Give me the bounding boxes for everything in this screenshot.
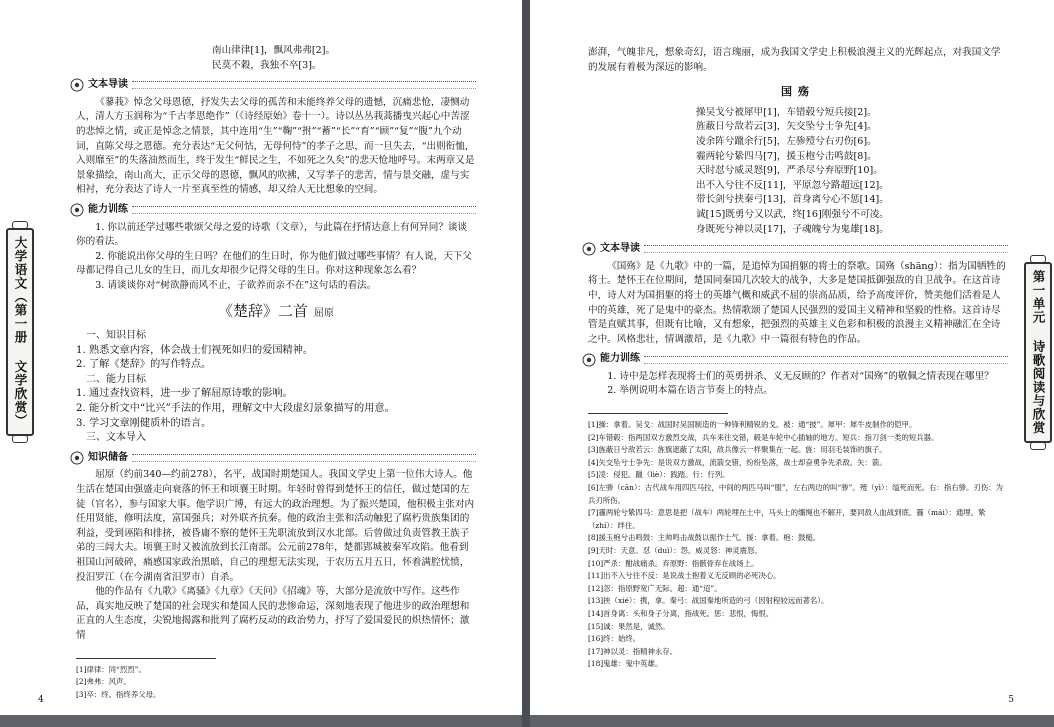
flower-icon	[582, 353, 596, 367]
left-page-content	[76, 44, 476, 701]
poem-line: 南山律律[1]，飘风弗弗[2]。	[212, 45, 336, 56]
section-ornament	[132, 454, 476, 462]
section-ornament	[644, 245, 1008, 253]
goal-item: 2. 了解《楚辞》的写作特点。	[76, 359, 212, 371]
footnote: [11]出不入兮往不反：是说战士抱着义无反顾的必死决心。	[588, 571, 781, 581]
poem-title: 国殇	[781, 85, 815, 99]
goal-heading: 一、知识目标	[86, 330, 146, 342]
footnote: [13]挟（xié）：携，拿。秦弓：战国秦地所造的弓（因射程较远而著名）。	[588, 596, 829, 606]
left-page	[0, 0, 522, 715]
footnote: [7]霾两轮兮絷四马：意思是把（战车）两轮埋在土中，马头上的缰绳也不解开，要同敌人血战到底。霾（mái）：通埋。絷（zhí）：绊住。	[588, 508, 986, 530]
section-header-reading	[70, 78, 476, 93]
footnote: [4]矢交坠兮士争先：是说双方激战，流箭交错，纷纷坠落，战士却奋勇争先杀敌。矢：箭。	[588, 457, 887, 467]
section-ornament	[132, 206, 476, 214]
exercise-item: 1. 你以前还学过哪些歌颂父母之爱的诗歌（文章），与此篇在抒情达意上有何异同？谈谈你的看法。	[76, 221, 468, 248]
poem-line: 民莫不穀，我独不卒[3]。	[212, 59, 322, 71]
footnote: [15]诚：果然是，诚然。	[588, 621, 670, 631]
footnote: [18]鬼雄：鬼中英雄。	[588, 659, 663, 669]
poem-line: 出不入兮往不反[11]，平原忽兮路超远[12]。	[696, 179, 889, 191]
section-label: 能力训练	[88, 203, 128, 215]
poem-line: 诚[15]既勇兮又以武，终[16]刚强兮不可凌。	[696, 208, 889, 220]
goal-item: 1. 熟悉文章内容，体会战士们视死如归的爱国精神。	[76, 344, 314, 356]
page-number: 5	[1008, 695, 1014, 705]
goal-item: 3. 学习文章刚健质朴的语言。	[76, 417, 212, 429]
exercise-item: 2. 举例说明本篇在语言节奏上的特点。	[607, 385, 773, 397]
footnote-list	[588, 419, 1008, 671]
footnote: [17]神以灵：指精神永存。	[588, 646, 678, 656]
chuci-author: 屈原	[314, 307, 334, 319]
footnote: [10]严杀：酣战痛杀。弃原野：指骸骨弃在战场上。	[588, 558, 759, 568]
knowledge-paragraph: 屈原（约前340—约前278），名平，战国时期楚国人。我国文学史上第一位伟大诗人。他生活在楚国由强盛走向衰落的怀王和顷襄王时期。年轻时曾得到楚怀王的信任，做过楚国的左徒（官名），参与国家大事。他学识广博，有远大的政治理想。为了振兴楚国，他积极主张对内任用贤能，修明法度，富国强兵；对外联齐抗秦。他的政治主张和活动触犯了腐朽贵族集团的利益，受到诬陷和排挤，被昏庸不察的楚怀王先职流放到汉水北部。后曾做过负责管教王族子弟的三闾大夫。顷襄王时又被流放到长江南部。公元前278年，楚都郢城被秦军攻陷。他看到祖国山河破碎，痛感国家政治黑暗，自己的理想无法实现，于农历五月五日，怀着满腔忧愤，投汨罗江（在今湖南省汨罗市）自杀。	[76, 469, 475, 583]
footnote: [3]卒：终。指终养父母。	[76, 689, 161, 699]
section-label: 能力训练	[600, 353, 640, 365]
section-label: 知识储备	[88, 451, 128, 463]
section-ornament	[644, 356, 1008, 364]
flower-icon	[70, 203, 84, 217]
footnote: [2]车错毂：指两国双方激烈交战，兵车来往交错，毂是车轮中心插轴的地方。短兵：指刀剑一类的短兵器。	[588, 432, 939, 442]
exercise-item: 1. 诗中是怎样表现将士们的英勇拼杀、义无反顾的？作者对“国殇”的敬佩之情表现在哪里？	[607, 370, 994, 382]
goal-heading: 二、能力目标	[86, 373, 146, 385]
poem-line: 操吴戈兮被犀甲[1]，车错毂兮短兵接[2]。	[696, 106, 877, 118]
goal-heading: 三、文本导入	[86, 432, 146, 444]
exercise-item: 2. 你能说出你父母的生日吗？在他们的生日时，你为他们做过哪些事情？有人说，天下父母都记得自己儿女的生日，而儿女却很少记得父母的生日。你对这种现象怎么看？	[76, 250, 472, 277]
footnote: [1]操：拿着。吴戈：战国时吴国制造的一种锋利精锐的戈。被：通“披”。犀甲：犀牛皮制作的铠甲。	[588, 420, 917, 430]
side-tab-text: 大学语文（第一册 文学欣赏）	[13, 236, 28, 428]
footnote: [8]援玉枹兮击鸣鼓：主帅鸣击战鼓以振作士气。援：拿着。枹：鼓槌。	[588, 533, 821, 543]
side-tab-book-title	[6, 228, 34, 436]
footnote: [2]弗弗：风声。	[76, 677, 131, 687]
reading-text: 《国殇》是《九歌》中的一篇，是追悼为国捐躯的将士的祭歌。国殇（shāng）：指为国牺牲的将士。楚怀王在位期间，楚国同秦国几次较大的战争，大多是楚国抵御强敌的自卫战争。在这首诗中，诗人对为国捐躯的将士的英雄气概和威武不屈的崇高品质，给予高度评价，赞美他们活着是人中的英雄，死了是鬼中的豪杰。热情歌颂了楚国人民强烈的爱国主义精神和坚毅的性格。这首诗尽管是直赋其事，但既有比喻，又有想象，把强烈的英雄主义色彩和积极的浪漫主义精神融汇在全诗之中。风格悲壮，情调激昂，是《九歌》中一篇很有特色的作品。	[588, 260, 1006, 345]
flower-icon	[70, 78, 84, 92]
footnote: [5]凌：侵犯。躐（liè）：践踏。行：行列。	[588, 470, 730, 480]
footnote-divider	[588, 413, 728, 414]
section-header-knowledge	[70, 451, 476, 466]
flower-icon	[70, 451, 84, 465]
poem-line: 霾两轮兮絷四马[7]，援玉枹兮击鸣鼓[8]。	[696, 150, 877, 162]
section-ornament	[132, 81, 476, 89]
book-gutter	[522, 0, 530, 727]
page-number: 4	[38, 695, 44, 705]
poem-line: 身既死兮神以灵[17]，子魂魄兮为鬼雄[18]。	[696, 223, 889, 235]
flower-icon	[582, 242, 596, 256]
footnote-divider	[76, 658, 216, 659]
poem-line: 天时怼兮威灵怒[9]，严杀尽兮弃原野[10]。	[696, 165, 883, 177]
continued-text: 澎湃，气魄非凡，想象奇幻，语言瑰丽，成为我国文学史上积极浪漫主义的光辉起点，对我国文学的发展有着极为深远的影响。	[588, 47, 1001, 73]
goal-item: 1. 通过查找资料，进一步了解屈原诗歌的影响。	[76, 388, 293, 400]
footnote: [16]终：始终。	[588, 634, 641, 644]
chuci-title-text: 《楚辞》二首	[217, 301, 308, 320]
footnote: [12]忽：指原野宽广无际。超：通“迢”。	[588, 583, 722, 593]
section-header-reading	[582, 242, 1008, 257]
exercise-item: 3. 请谈谈你对“树欲静而风不止，子欲养而亲不在”这句话的看法。	[95, 279, 377, 291]
poem-line: 凌余阵兮躐余行[5]，左骖殪兮右刃伤[6]。	[696, 135, 877, 147]
chuci-title	[76, 301, 476, 322]
section-header-training	[582, 352, 1008, 367]
reading-text: 《蓼莪》悼念父母恩德，抒发失去父母的孤苦和未能终养父母的遗憾，沉痛悲怆，凄恻动人，清人方玉润称为“千古孝思绝作”（《诗经原始》卷十一）。诗以丛丛莪蒿播曳兴起心中苦涩的悲悼之情，或正是悼念之情景，其中连用“生”“鞠”“拊”“蓄”“长”“育”“顾”“复”“腹”九个动词，直陈父母之恩德。充分表达“无父何怙，无母何恃”的孝子之思，而一旦失去，“出则衔恤，入则靡至”的失落油然而生，终于发生“鲜民之生，不如死之久矣”的悲天怆地呼号。末两章又是景象描绘，南山高大，正示父母的恩德，飘风的吹拂，又写孝子的悲苦，情与景交融，虚与实相衬，充分表达了诗人一片至真至性的情感，却又给人无比想象的空间。	[76, 96, 475, 196]
footnote: [9]天时：天意。怼（duì）：怨。威灵怒：神灵震怒。	[588, 546, 762, 555]
guoshang-poem	[696, 106, 1008, 237]
section-label: 文本导读	[88, 79, 128, 91]
right-page-content	[588, 46, 1008, 671]
poem-tail	[212, 44, 476, 73]
right-page	[530, 0, 1054, 715]
knowledge-paragraph: 他的作品有《九歌》《离骚》《九章》《天问》《招魂》等，大部分是流放中写作。这些作品，真实地反映了楚国的社会现实和楚国人民的悲惨命运，深刻地表现了他进步的政治理想和正直的人生态度，尖锐地揭露和批判了腐朽反动的政治势力，抒写了爱国爱民的炽热情怀；激情	[76, 586, 470, 641]
poem-line: 带长剑兮挟秦弓[13]，首身离兮心不惩[14]。	[696, 194, 889, 206]
poem-line: 旌蔽日兮敌若云[3]，矢交坠兮士争先[4]。	[696, 121, 877, 133]
footnote: [14]首身离：头和身子分离，指战死。惩：悲恨，悔恨。	[588, 608, 774, 618]
section-label: 文本导读	[600, 243, 640, 255]
footnote: [1]律律：同“烈烈”。	[76, 664, 146, 674]
footnote: [3]旌蔽日兮敌若云：旌旗遮蔽了太阳，敌兵像云一样聚集在一起。旌：用羽毛装饰的旗子。	[588, 445, 887, 455]
section-header-training	[70, 203, 476, 218]
goal-item: 2. 能分析文中“比兴”手法的作用，理解文中大段虚幻景象描写的用意。	[76, 403, 395, 415]
footnote: [6]左骖（cān）：古代战车用四匹马拉，中间的两匹马叫“服”，左右两边的叫“骖”。殪（yì）：缢死而死。右：指右骖。刃伤：为兵刃所伤。	[588, 483, 1003, 505]
side-tab-text: 第一单元 诗歌阅读与欣赏	[1031, 270, 1046, 435]
side-tab-unit	[1024, 262, 1052, 443]
